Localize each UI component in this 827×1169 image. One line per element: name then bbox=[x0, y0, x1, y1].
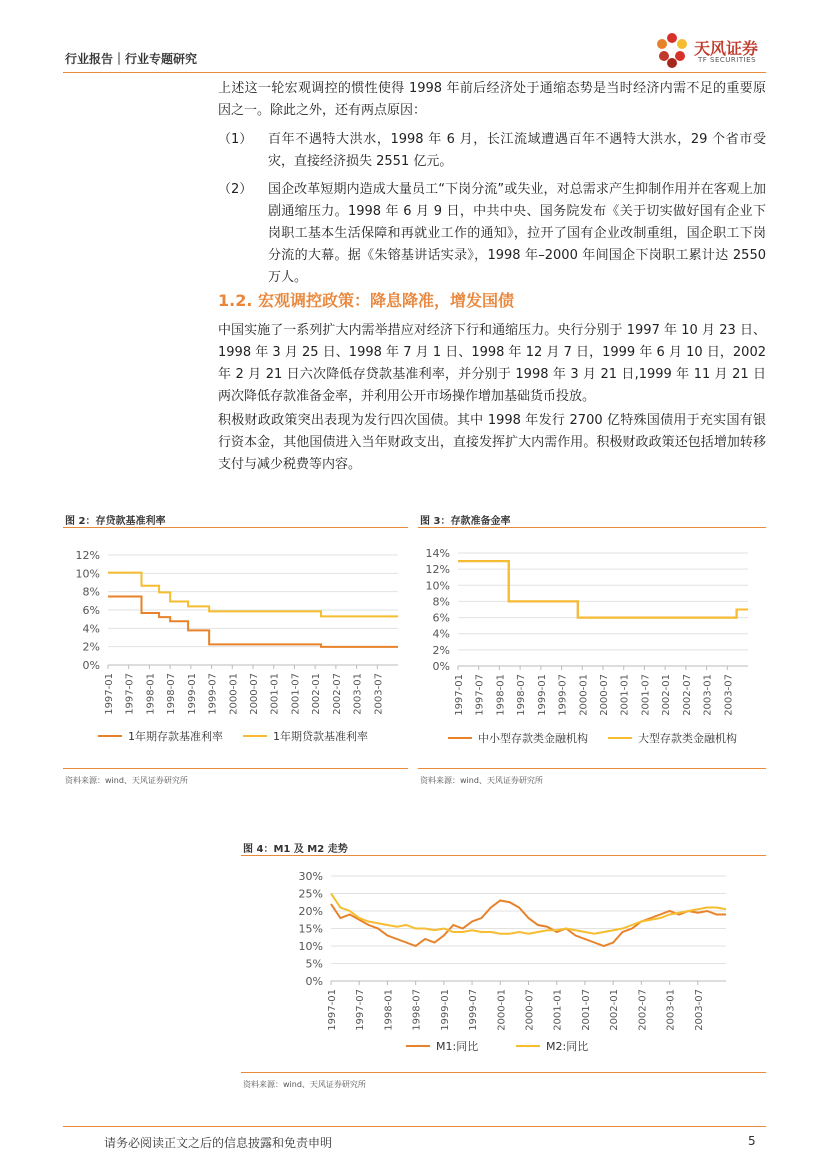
paragraph-fiscal: 积极财政政策突出表现为发行四次国债。其中 1998 年发行 2700 亿特殊国债用于充实国有银行资本金，其他国债进入当年财政支出，直接发挥扩大内需作用。积极财政政策还包括增加转移支付与减少税费等内容。 bbox=[218, 413, 766, 472]
legend-label: 中小型存款类金融机构 bbox=[478, 732, 588, 745]
x-tick-label: 2003-07 bbox=[373, 673, 385, 715]
series-line-2 bbox=[331, 894, 726, 934]
logo-icon bbox=[652, 30, 692, 70]
x-tick-label: 2001-07 bbox=[290, 673, 302, 715]
legend-label: M2:同比 bbox=[546, 1040, 589, 1053]
figure-2-source: 资料来源：wind、天风证券研究所 bbox=[65, 776, 188, 785]
x-tick-label: 2002-01 bbox=[609, 989, 621, 1031]
y-tick-label: 8% bbox=[82, 585, 100, 599]
logo-sub: TF SECURITIES bbox=[698, 56, 757, 64]
y-tick-label: 2% bbox=[432, 643, 450, 657]
x-tick-label: 2002-01 bbox=[311, 673, 323, 715]
figure-3-bottom-rule bbox=[418, 768, 766, 769]
x-tick-label: 1999-07 bbox=[468, 989, 480, 1031]
figure-3-source: 资料来源：wind、天风证券研究所 bbox=[420, 776, 543, 785]
x-tick-label: 2002-07 bbox=[681, 674, 693, 716]
x-tick-label: 2003-01 bbox=[352, 673, 364, 715]
x-tick-label: 1997-01 bbox=[104, 673, 115, 715]
intro-paragraph: 上述这一轮宏观调控的惯性使得 1998 年前后经济处于通缩态势是当时经济内需不足的重要原因之一。除此之外，还有两点原因： bbox=[218, 81, 766, 118]
legend-label: 大型存款类金融机构 bbox=[638, 732, 737, 745]
x-tick-label: 2000-07 bbox=[249, 673, 260, 715]
x-tick-label: 1999-07 bbox=[557, 674, 569, 716]
x-tick-label: 2000-07 bbox=[599, 674, 610, 716]
y-tick-label: 12% bbox=[425, 563, 450, 577]
x-tick-label: 1999-07 bbox=[207, 673, 219, 715]
chart-deposit-lending-rate bbox=[63, 535, 408, 760]
x-tick-label: 1997-01 bbox=[454, 674, 465, 716]
legend-label: 1年期存款基准利率 bbox=[128, 730, 223, 743]
x-tick-label: 1998-01 bbox=[383, 989, 395, 1031]
x-tick-label: 1998-07 bbox=[516, 674, 528, 716]
y-tick-label: 6% bbox=[82, 604, 100, 617]
figure-4-bottom-rule bbox=[241, 1072, 766, 1073]
x-tick-label: 2000-01 bbox=[496, 989, 508, 1031]
y-tick-label: 20% bbox=[298, 905, 323, 918]
series-line-1 bbox=[331, 901, 726, 947]
x-tick-label: 1998-07 bbox=[166, 673, 178, 715]
x-tick-label: 2001-01 bbox=[269, 673, 281, 715]
chart-reserve-ratio bbox=[418, 535, 766, 760]
x-tick-label: 2001-07 bbox=[640, 674, 652, 716]
x-tick-label: 2003-07 bbox=[693, 989, 705, 1031]
x-tick-label: 2003-01 bbox=[702, 674, 714, 716]
item-1-number: （1） bbox=[218, 132, 253, 147]
section-title: 1.2. 宏观调控政策：降息降准，增发国债 bbox=[218, 291, 514, 310]
x-tick-label: 2002-07 bbox=[637, 989, 649, 1031]
item-1-text: 百年不遇特大洪水，1998 年 6 月，长江流域遭遇百年不遇特大洪水，29 个省市受灾，直接经济损失 2551 亿元。 bbox=[268, 132, 766, 169]
y-tick-label: 0% bbox=[82, 659, 100, 672]
x-tick-label: 2003-01 bbox=[665, 989, 677, 1031]
figure-4-source: 资料来源：wind、天风证券研究所 bbox=[243, 1080, 366, 1089]
figure-2-title: 图 2：存贷款基准利率 bbox=[65, 516, 166, 527]
item-2-text: 国企改革短期内造成大量员工“下岗分流”或失业，对总需求产生抑制作用并在客观上加剧通缩压力。1998 年 6 月 9 日，中共中央、国务院发布《关于切实做好国有企业下岗职工基本生活保障和再就业工作的通知》，拉开了国有企业改制重组，国企职工下岗分流的大幕。据《朱镕基讲话实录》，1998 年–2000 年间国企下岗职工累计达 2550 万人。 bbox=[268, 182, 766, 285]
y-tick-label: 15% bbox=[298, 922, 323, 936]
x-tick-label: 2002-01 bbox=[661, 674, 673, 716]
figure-4-rule bbox=[241, 855, 766, 856]
x-tick-label: 2000-01 bbox=[578, 674, 590, 716]
x-tick-label: 2000-01 bbox=[228, 673, 240, 715]
footer-notice: 请务必阅读正文之后的信息披露和免责申明 bbox=[104, 1136, 333, 1150]
header-label: 行业报告｜行业专题研究 bbox=[65, 52, 198, 66]
x-tick-label: 1998-01 bbox=[495, 674, 507, 716]
page-number: 5 bbox=[748, 1134, 756, 1148]
y-tick-label: 5% bbox=[305, 957, 323, 971]
y-tick-label: 0% bbox=[305, 975, 323, 988]
x-tick-label: 1997-01 bbox=[327, 989, 338, 1031]
y-tick-label: 6% bbox=[432, 611, 450, 625]
y-tick-label: 0% bbox=[432, 660, 450, 673]
x-tick-label: 1997-07 bbox=[355, 989, 367, 1031]
y-tick-label: 25% bbox=[298, 887, 323, 901]
x-tick-label: 2002-07 bbox=[331, 673, 343, 715]
y-tick-label: 4% bbox=[82, 622, 100, 636]
y-tick-label: 2% bbox=[82, 640, 100, 654]
x-tick-label: 2001-01 bbox=[552, 989, 564, 1031]
figure-4-title: 图 4：M1 及 M2 走势 bbox=[243, 844, 348, 855]
legend-label: M1:同比 bbox=[436, 1040, 479, 1053]
y-tick-label: 10% bbox=[75, 567, 100, 581]
logo-name: 天风证券 bbox=[694, 39, 759, 58]
x-tick-label: 1998-07 bbox=[411, 989, 423, 1031]
x-tick-label: 2003-07 bbox=[723, 674, 735, 716]
y-tick-label: 30% bbox=[298, 870, 323, 883]
y-tick-label: 4% bbox=[432, 627, 450, 641]
y-tick-label: 12% bbox=[75, 549, 100, 562]
x-tick-label: 2001-07 bbox=[580, 989, 592, 1031]
x-tick-label: 1999-01 bbox=[536, 674, 548, 716]
header-rule bbox=[63, 72, 766, 73]
chart-m1-m2 bbox=[241, 862, 766, 1067]
series-line-1 bbox=[108, 597, 398, 647]
figure-2-rule bbox=[63, 527, 408, 528]
footer-rule bbox=[63, 1126, 766, 1127]
figure-3-title: 图 3：存款准备金率 bbox=[420, 516, 511, 527]
x-tick-label: 1997-07 bbox=[124, 673, 136, 715]
legend-label: 1年期贷款基准利率 bbox=[273, 730, 368, 743]
x-tick-label: 1997-07 bbox=[474, 674, 486, 716]
y-tick-label: 10% bbox=[298, 940, 323, 953]
y-tick-label: 10% bbox=[425, 579, 450, 593]
y-tick-label: 8% bbox=[432, 595, 450, 609]
logo bbox=[652, 30, 692, 70]
figure-2-bottom-rule bbox=[63, 768, 408, 769]
x-tick-label: 1998-01 bbox=[145, 673, 157, 715]
x-tick-label: 2001-01 bbox=[619, 674, 631, 716]
y-tick-label: 14% bbox=[425, 547, 450, 560]
x-tick-label: 1999-01 bbox=[186, 673, 198, 715]
x-tick-label: 1999-01 bbox=[439, 989, 451, 1031]
paragraph-monetary: 中国实施了一系列扩大内需举措应对经济下行和通缩压力。央行分别于 1997 年 10 月 23 日、1998 年 3 月 25 日、1998 年 7 月 1 日、1998 年 12 月 7 日，1999 年 6 月 10 日，2002 年 2 月 21 日六次降低存贷款基准利率，并分别于 1998 年 3 月 21 日,1999 年 11 月 21 日两次降低存款准备金率，并利用公开市场操作增加基础货币投放。 bbox=[218, 323, 766, 404]
figure-3-rule bbox=[418, 527, 766, 528]
x-tick-label: 2000-07 bbox=[524, 989, 536, 1031]
item-2-number: （2） bbox=[218, 182, 253, 197]
